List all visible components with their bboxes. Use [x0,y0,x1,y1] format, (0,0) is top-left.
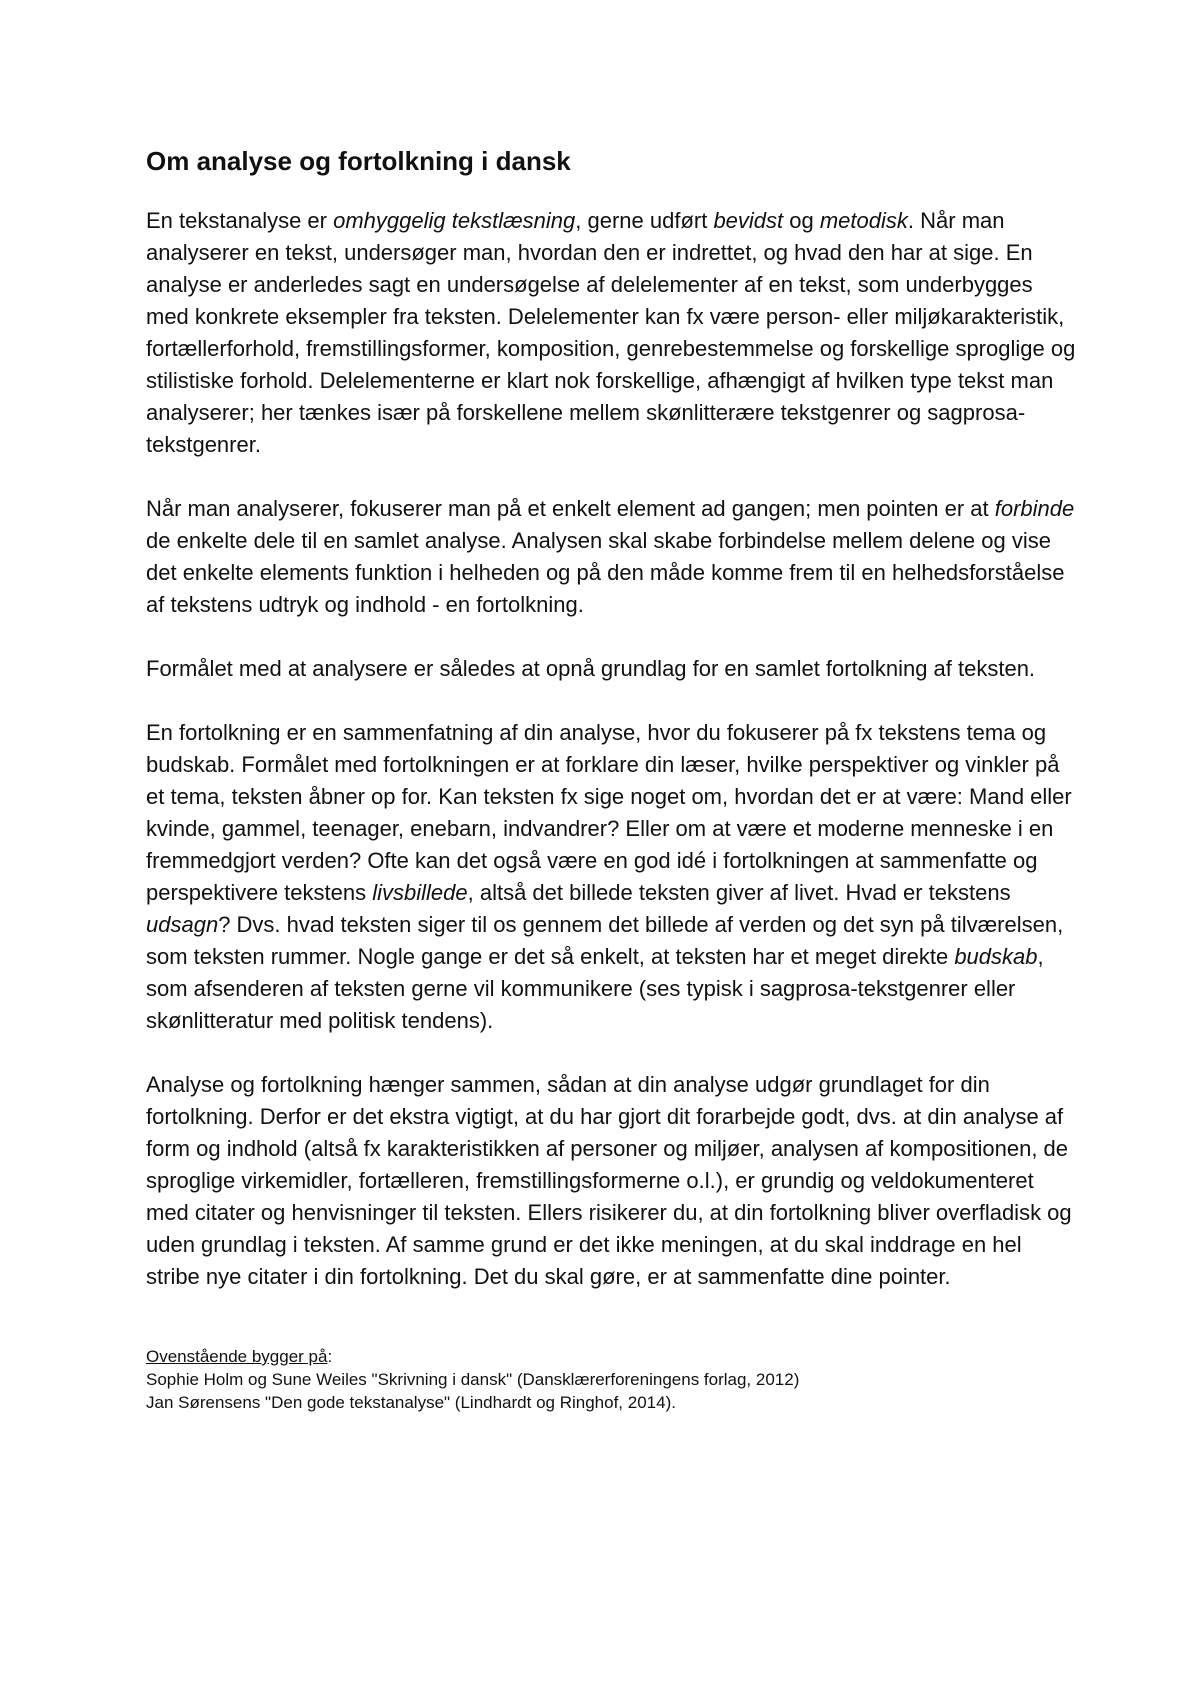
paragraph-2: Når man analyserer, fokuserer man på et enkelt element ad gangen; men pointen er at forbinde de enkelte dele til en samlet analyse. Analysen skal skabe forbindelse mellem delene og vise det enkelte elements funktion i helheden og på den måde komme frem til en helhedsforståelse af tekstens udtryk og indhold - en fortolkning. [146,496,1075,617]
references [146,1345,1076,1414]
references-heading: Ovenstående bygger på [146,1347,328,1366]
paragraph-5: Analyse og fortolkning hænger sammen, sådan at din analyse udgør grundlaget for din fortolkning. Derfor er det ekstra vigtigt, at du har gjort dit forarbejde godt, dvs. at din analyse af form og indhold (altså fx karakteristikken af personer og miljøer, analysen af kompositionen, de sproglige virkemidler, fortælleren, fremstillingsformerne o.l.), er grundig og veldokumenteret med citater og henvisninger til teksten. Ellers risikerer du, at din fortolkning bliver overfladisk og uden grundlag i teksten. Af samme grund er det ikke meningen, at du skal inddrage en hel stribe nye citater i din fortolkning. Det du skal gøre, er at sammenfatte dine pointer. [146,1072,1072,1289]
paragraph-1: En tekstanalyse er omhyggelig tekstlæsning, gerne udført bevidst og metodisk. Når man analyserer en tekst, undersøger man, hvordan den er indrettet, og hvad den har at sige. En analyse er anderledes sagt en undersøgelse af delelementer af en tekst, som underbygges med konkrete eksempler fra teksten. Delelementer kan fx være person- eller miljøkarakteristik, fortællerforhold, fremstillingsformer, komposition, genrebestemmelse og forskellige sproglige og stilistiske forhold. Delelementerne er klart nok forskellige, afhængigt af hvilken type tekst man analyserer; her tænkes især på forskellene mellem skønlitterære tekstgenrer og sagprosa-tekstgenrer. [146,208,1076,457]
page-title: Om analyse og fortolkning i dansk [146,146,571,176]
reference-item: Jan Sørensens "Den gode tekstanalyse" (Lindhardt og Ringhof, 2014). [146,1393,676,1412]
paragraph-3: Formålet med at analysere er således at opnå grundlag for en samlet fortolkning af teksten. [146,656,1036,681]
document-page [146,143,1076,1414]
references-heading-line: Ovenstående bygger på: [146,1347,333,1366]
paragraph-4: En fortolkning er en sammenfatning af din analyse, hvor du fokuserer på fx tekstens tema og budskab. Formålet med fortolkningen er at forklare din læser, hvilke perspektiver og vinkler på et tema, teksten åbner op for. Kan teksten fx sige noget om, hvordan det er at være: Mand eller kvinde, gammel, teenager, enebarn, indvandrer? Eller om at være et moderne menneske i en fremmedgjort verden? Ofte kan det også være en god idé i fortolkningen at sammenfatte og perspektivere tekstens livsbillede, altså det billede teksten giver af livet. Hvad er tekstens udsagn? Dvs. hvad teksten siger til os gennem det billede af verden og det syn på tilværelsen, som teksten rummer. Nogle gange er det så enkelt, at teksten har et meget direkte budskab, som afsenderen af teksten gerne vil kommunikere (ses typisk i sagprosa-tekstgenrer eller skønlitteratur med politisk tendens). [146,720,1072,1033]
reference-item: Sophie Holm og Sune Weiles "Skrivning i dansk" (Dansklærerforeningens forlag, 2012) [146,1370,800,1389]
